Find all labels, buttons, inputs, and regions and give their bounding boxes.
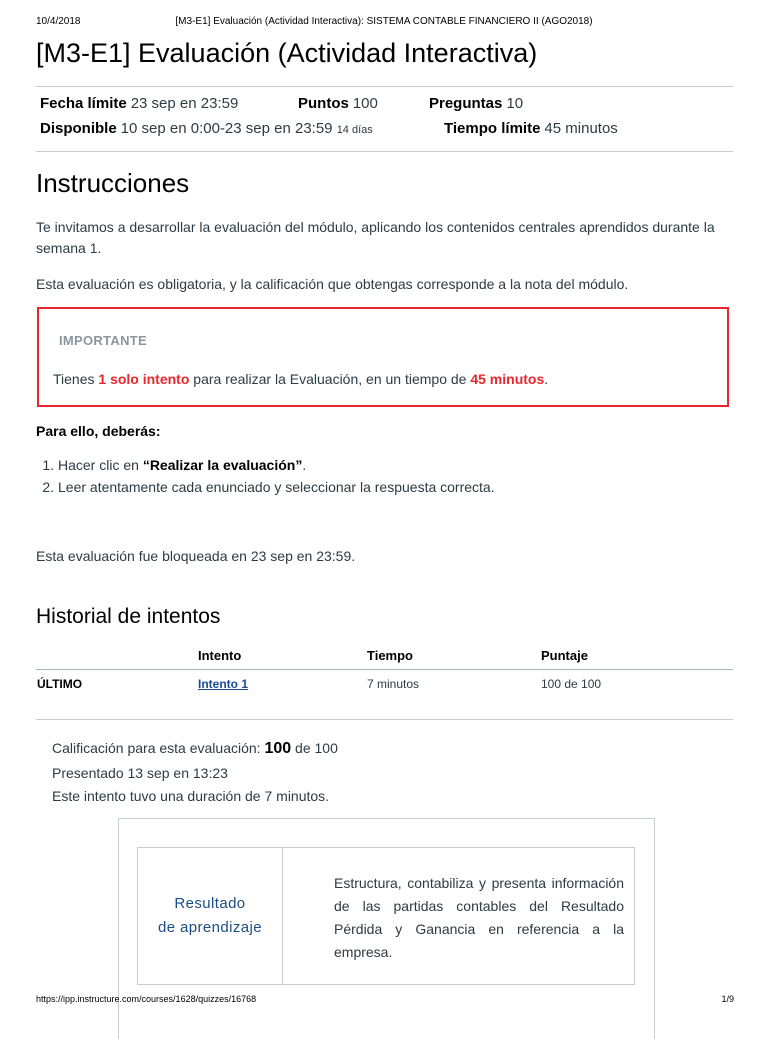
instructions-paragraph-1: Te invitamos a desarrollar la evaluación del módulo, aplicando los contenidos centrales aprendidos durante la semana 1. [36, 219, 715, 256]
print-date: 10/4/2018 [36, 16, 81, 27]
learning-outcome-label-cell [138, 848, 283, 984]
points-label: Puntos [298, 95, 349, 112]
table-header-divider [36, 669, 733, 670]
questions [429, 95, 523, 112]
column-header-attempt: Intento [198, 648, 242, 663]
print-footer-page-number: 1/9 [721, 994, 734, 1004]
availability [40, 120, 373, 137]
print-footer-url: https://ipp.instructure.com/courses/1628/quizzes/16768 [36, 994, 257, 1004]
attempt-time: 7 minutos [367, 677, 420, 691]
attempt-score: 100 de 100 [541, 677, 602, 691]
learning-outcome-description: Estructura, contabiliza y presenta información de las partidas contables del Resultado Pérdida y Ganancia en referencia a la empresa. [334, 875, 624, 960]
availability-days: 14 días [336, 124, 373, 136]
steps-label: Para ello, deberás: [36, 423, 161, 439]
due-date-value: 23 sep en 23:59 [130, 95, 239, 112]
locked-note: Esta evaluación fue bloqueada en 23 sep en 23:59. [36, 548, 356, 564]
submitted-line: Presentado 13 sep en 13:23 [52, 765, 228, 781]
duration-line: Este intento tuvo una duración de 7 minutos. [52, 788, 330, 804]
time-highlight: 45 minutos [470, 371, 545, 387]
grade-line [52, 740, 338, 758]
step-1-text-end: . [302, 457, 307, 473]
grade-value: 100 [264, 740, 292, 757]
attempt-history-heading: Historial de intentos [36, 605, 221, 628]
availability-label: Disponible [40, 120, 117, 137]
divider [36, 86, 733, 87]
learning-outcome-table [137, 847, 635, 985]
column-header-time: Tiempo [367, 648, 413, 663]
page-title: [M3-E1] Evaluación (Actividad Interactiva) [36, 38, 538, 68]
learning-outcome-label-line-2: de aprendizaje [157, 919, 262, 936]
column-header-score: Puntaje [541, 648, 588, 663]
important-text-end: . [544, 371, 549, 387]
questions-label: Preguntas [429, 95, 503, 112]
availability-value: 10 sep en 0:00-23 sep en 23:59 [120, 120, 333, 137]
important-title: IMPORTANTE [59, 333, 147, 348]
time-limit [444, 120, 618, 137]
important-text-middle: para realizar la Evaluación, en un tiempo de [189, 371, 471, 387]
important-notice-box [37, 307, 729, 407]
points-value: 100 [352, 95, 378, 112]
step-1-text-start: Hacer clic en [58, 457, 143, 473]
grade-total: de 100 [291, 740, 338, 756]
instructions-heading: Instrucciones [36, 168, 190, 198]
print-header-title: [M3-E1] Evaluación (Actividad Interactiva): SISTEMA CONTABLE FINANCIERO II (AGO2018) [175, 16, 593, 27]
due-date [40, 95, 238, 112]
step-item [58, 476, 495, 498]
instructions-paragraph-2: Esta evaluación es obligatoria, y la calificación que obtengas corresponde a la nota del módulo. [36, 276, 629, 292]
step-1-bold: “Realizar la evaluación” [142, 457, 303, 473]
important-text-start: Tienes [53, 371, 99, 387]
divider [36, 719, 733, 720]
learning-outcome-label [158, 892, 262, 940]
time-limit-label: Tiempo límite [444, 120, 541, 137]
attempt-count-highlight: 1 solo intento [98, 371, 190, 387]
step-item [58, 454, 495, 476]
step-2-text: Leer atentamente cada enunciado y seleccionar la respuesta correcta. [58, 479, 495, 495]
due-date-label: Fecha límite [40, 95, 127, 112]
important-text [53, 371, 548, 387]
grade-label: Calificación para esta evaluación: [52, 740, 265, 756]
points [298, 95, 378, 112]
learning-outcome-label-line-1: Resultado [174, 895, 246, 912]
questions-value: 10 [506, 95, 524, 112]
steps-list [36, 454, 495, 498]
latest-tag: ÚLTIMO [37, 677, 83, 691]
time-limit-value: 45 minutos [544, 120, 618, 137]
attempt-1-link[interactable]: Intento 1 [198, 677, 248, 691]
divider [36, 151, 733, 152]
